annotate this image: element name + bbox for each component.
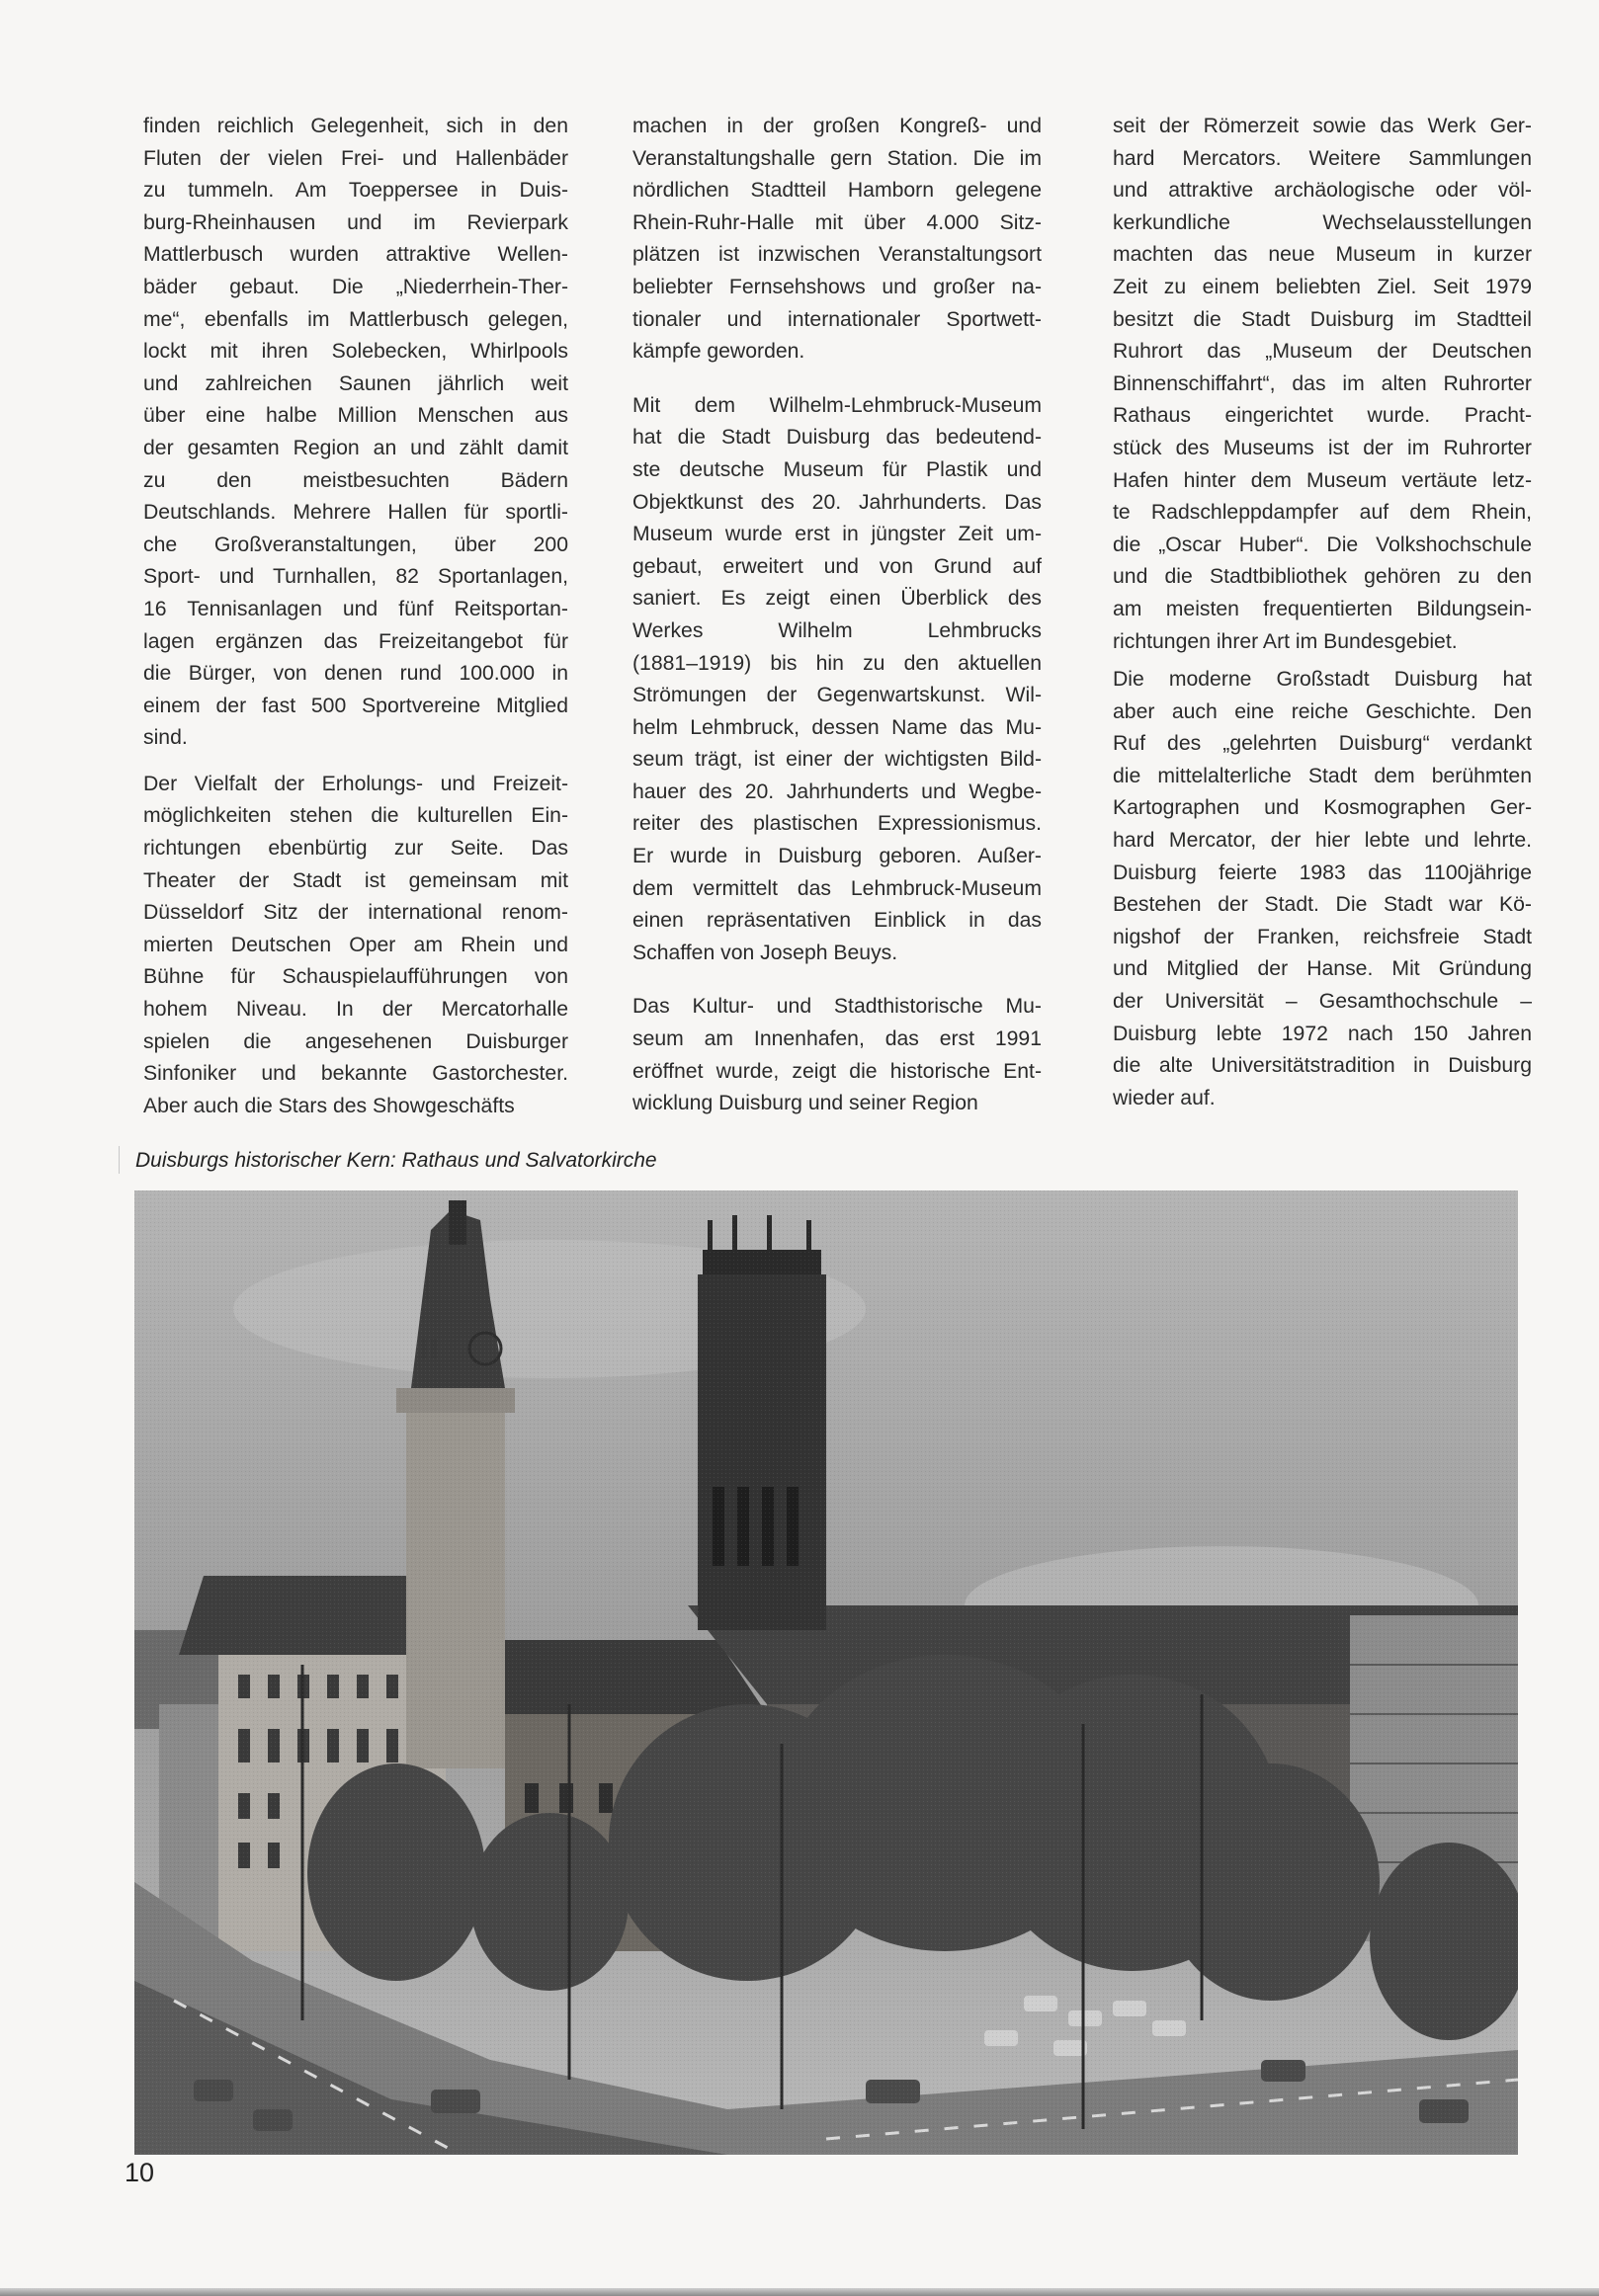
text-line: reiter des plastischen Expressionismus. [632,812,1042,836]
photo-rathaus-salvatorkirche [134,1190,1518,2155]
text-line: Rhein-Ruhr-Halle mit über 4.000 Sitz- [632,210,1042,234]
text-line: der Universität – Gesamthochschule – [1113,990,1532,1014]
text-line: die Bürger, von denen rund 100.000 in [143,662,568,686]
text-line: burg-Rheinhausen und im Revierpark [143,210,568,234]
text-line: Veranstaltungshalle gern Station. Die im [632,146,1042,170]
photo-illustration [134,1190,1518,2155]
text-line: der gesamten Region an und zählt damit [143,436,568,459]
text-line: stück des Museums ist der im Ruhrorter [1113,436,1532,459]
text-line: und zahlreichen Saunen jährlich weit [143,371,568,395]
text-line: Aber auch die Stars des Showgeschäfts [143,1094,515,1117]
text-line: nördlichen Stadtteil Hamborn gelegene [632,179,1042,203]
text-line: Mit dem Wilhelm-Lehmbruck-Museum [632,393,1042,417]
paragraph [143,111,568,755]
text-line: Deutschlands. Mehrere Hallen für sportli- [143,501,568,525]
text-line: und die Stadtbibliothek gehören zu den [1113,565,1532,589]
text-line: zu tummeln. Am Toeppersee in Duis- [143,179,568,203]
text-line: Strömungen der Gegenwartskunst. Wil- [632,684,1042,707]
text-line: bäder gebaut. Die „Niederrhein-Ther- [143,275,568,298]
text-line: saniert. Es zeigt einen Überblick des [632,587,1042,611]
photo-caption: Duisburgs historischer Kern: Rathaus und Salvatorkirche [135,1149,657,1172]
text-line: nigshof der Franken, reichsfreie Stadt [1113,925,1532,948]
text-line: (1881–1919) bis hin zu den aktuellen [632,651,1042,675]
text-line: gebaut, erweitert und von Grund auf [632,554,1042,578]
paragraph [632,991,1042,1119]
text-line: plätzen ist inzwischen Veranstaltungsort [632,243,1042,267]
text-line: richtungen ihrer Art im Bundesgebiet. [1113,629,1458,653]
text-line: 16 Tennisanlagen und fünf Reitsportan- [143,597,568,620]
text-line: wicklung Duisburg und seiner Region [632,1092,978,1115]
text-line: hat die Stadt Duisburg das bedeutend- [632,426,1042,450]
text-line: Objektkunst des 20. Jahrhunderts. Das [632,490,1042,514]
text-line: mierten Deutschen Oper am Rhein und [143,933,568,956]
text-line: Fluten der vielen Frei- und Hallenbäder [143,146,568,170]
text-line: Binnenschiffahrt“, das im alten Ruhrorter [1113,371,1532,395]
text-line: Sport- und Turnhallen, 82 Sportanlagen, [143,565,568,589]
text-line: helm Lehmbruck, dessen Name das Mu- [632,715,1042,739]
text-line: tionaler und internationaler Sportwett- [632,307,1042,331]
text-line: sind. [143,726,188,750]
text-line: machen in der großen Kongreß- und [632,115,1042,137]
text-column-3 [1113,111,1532,1114]
text-line: lockt mit ihren Solebecken, Whirlpools [143,340,568,364]
text-line: kämpfe geworden. [632,340,805,364]
text-line: einem der fast 500 Sportvereine Mitglied [143,694,568,717]
text-line: über eine halbe Million Menschen aus [143,404,568,428]
text-line: che Großveranstaltungen, über 200 [143,533,568,556]
text-line: Er wurde in Duisburg geboren. Außer- [632,845,1042,868]
text-line: seum trägt, ist einer der wichtigsten Bild- [632,748,1042,772]
text-line: kerkundliche Wechselausstellungen [1113,210,1532,234]
text-line: hohem Niveau. In der Mercatorhalle [143,998,568,1022]
paragraph [632,390,1042,970]
text-line: Die moderne Großstadt Duisburg hat [1113,668,1532,692]
text-column-2 [632,111,1042,1120]
text-line: Zeit zu einem beliebten Ziel. Seit 1979 [1113,275,1532,298]
text-column-1 [143,111,568,1122]
text-line: Bestehen der Stadt. Die Stadt war Kö- [1113,893,1532,917]
text-line: me“, ebenfalls im Mattlerbusch gelegen, [143,307,568,331]
text-line: Der Vielfalt der Erholungs- und Freizeit- [143,772,568,795]
text-line: te Radschleppdampfer auf dem Rhein, [1113,501,1532,525]
text-line: spielen die angesehenen Duisburger [143,1029,568,1053]
text-line: Bühne für Schauspielaufführungen von [143,965,568,989]
text-line: die „Oscar Huber“. Die Volkshochschule [1113,533,1532,556]
text-line: eröffnet wurde, zeigt die historische Ent- [632,1059,1042,1083]
text-line: zu den meistbesuchten Bädern [143,468,568,492]
paragraph [143,769,568,1123]
text-line: am meisten frequentierten Bildungsein- [1113,597,1532,620]
text-line: beliebter Fernsehshows und großer na- [632,275,1042,298]
text-line: Museum wurde erst in jüngster Zeit um- [632,523,1042,546]
text-line: und Mitglied der Hanse. Mit Gründung [1113,957,1532,981]
text-line: Theater der Stadt ist gemeinsam mit [143,868,568,892]
text-line: Mattlerbusch wurden attraktive Wellen- [143,243,568,267]
text-line: dem vermittelt das Lehmbruck-Museum [632,876,1042,900]
text-line: und attraktive archäologische oder völ- [1113,179,1532,203]
text-line: wieder auf. [1113,1086,1216,1109]
text-line: einen repräsentativen Einblick in das [632,909,1042,933]
paragraph [632,111,1042,369]
text-line: Duisburg lebte 1972 nach 150 Jahren [1113,1022,1532,1045]
text-line: machten das neue Museum in kurzer [1113,243,1532,267]
text-line: besitzt die Stadt Duisburg im Stadtteil [1113,307,1532,331]
text-line: Duisburg feierte 1983 das 1100jährige [1113,861,1532,884]
paragraph [1113,111,1532,658]
text-line: lagen ergänzen das Freizeitangebot für [143,629,568,653]
page-number: 10 [125,2158,155,2187]
text-line: aber auch eine reiche Geschichte. Den [1113,699,1532,723]
text-line: hauer des 20. Jahrhunderts und Wegbe- [632,779,1042,803]
text-line: ste deutsche Museum für Plastik und [632,457,1042,481]
text-line: seit der Römerzeit sowie das Werk Ger- [1113,115,1532,137]
text-line: seum am Innenhafen, das erst 1991 [632,1027,1042,1051]
text-line: Werkes Wilhelm Lehmbrucks [632,618,1042,642]
text-line: die mittelalterliche Stadt dem berühmten [1113,764,1532,787]
text-line: Das Kultur- und Stadthistorische Mu- [632,995,1042,1019]
text-line: Rathaus eingerichtet wurde. Pracht- [1113,404,1532,428]
text-line: hard Mercators. Weitere Sammlungen [1113,146,1532,170]
text-line: hard Mercator, der hier lebte und lehrte. [1113,829,1532,853]
paragraph [1113,664,1532,1114]
text-line: Schaffen von Joseph Beuys. [632,941,898,964]
text-line: richtungen ebenbürtig zur Seite. Das [143,837,568,861]
text-line: Sinfoniker und bekannte Gastorchester. [143,1062,568,1086]
text-line: Kartographen und Kosmographen Ger- [1113,796,1532,820]
caption-rule [119,1146,120,1174]
text-line: die alte Universitätstradition in Duisburg [1113,1054,1532,1078]
text-line: Düsseldorf Sitz der international renom- [143,901,568,925]
text-line: Ruhrort das „Museum der Deutschen [1113,340,1532,364]
text-line: möglichkeiten stehen die kulturellen Ein- [143,804,568,828]
page-bottom-edge [0,2288,1599,2296]
text-line: Hafen hinter dem Museum vertäute letz- [1113,468,1532,492]
text-line: finden reichlich Gelegenheit, sich in den [143,115,568,137]
text-line: Ruf des „gelehrten Duisburg“ verdankt [1113,732,1532,756]
